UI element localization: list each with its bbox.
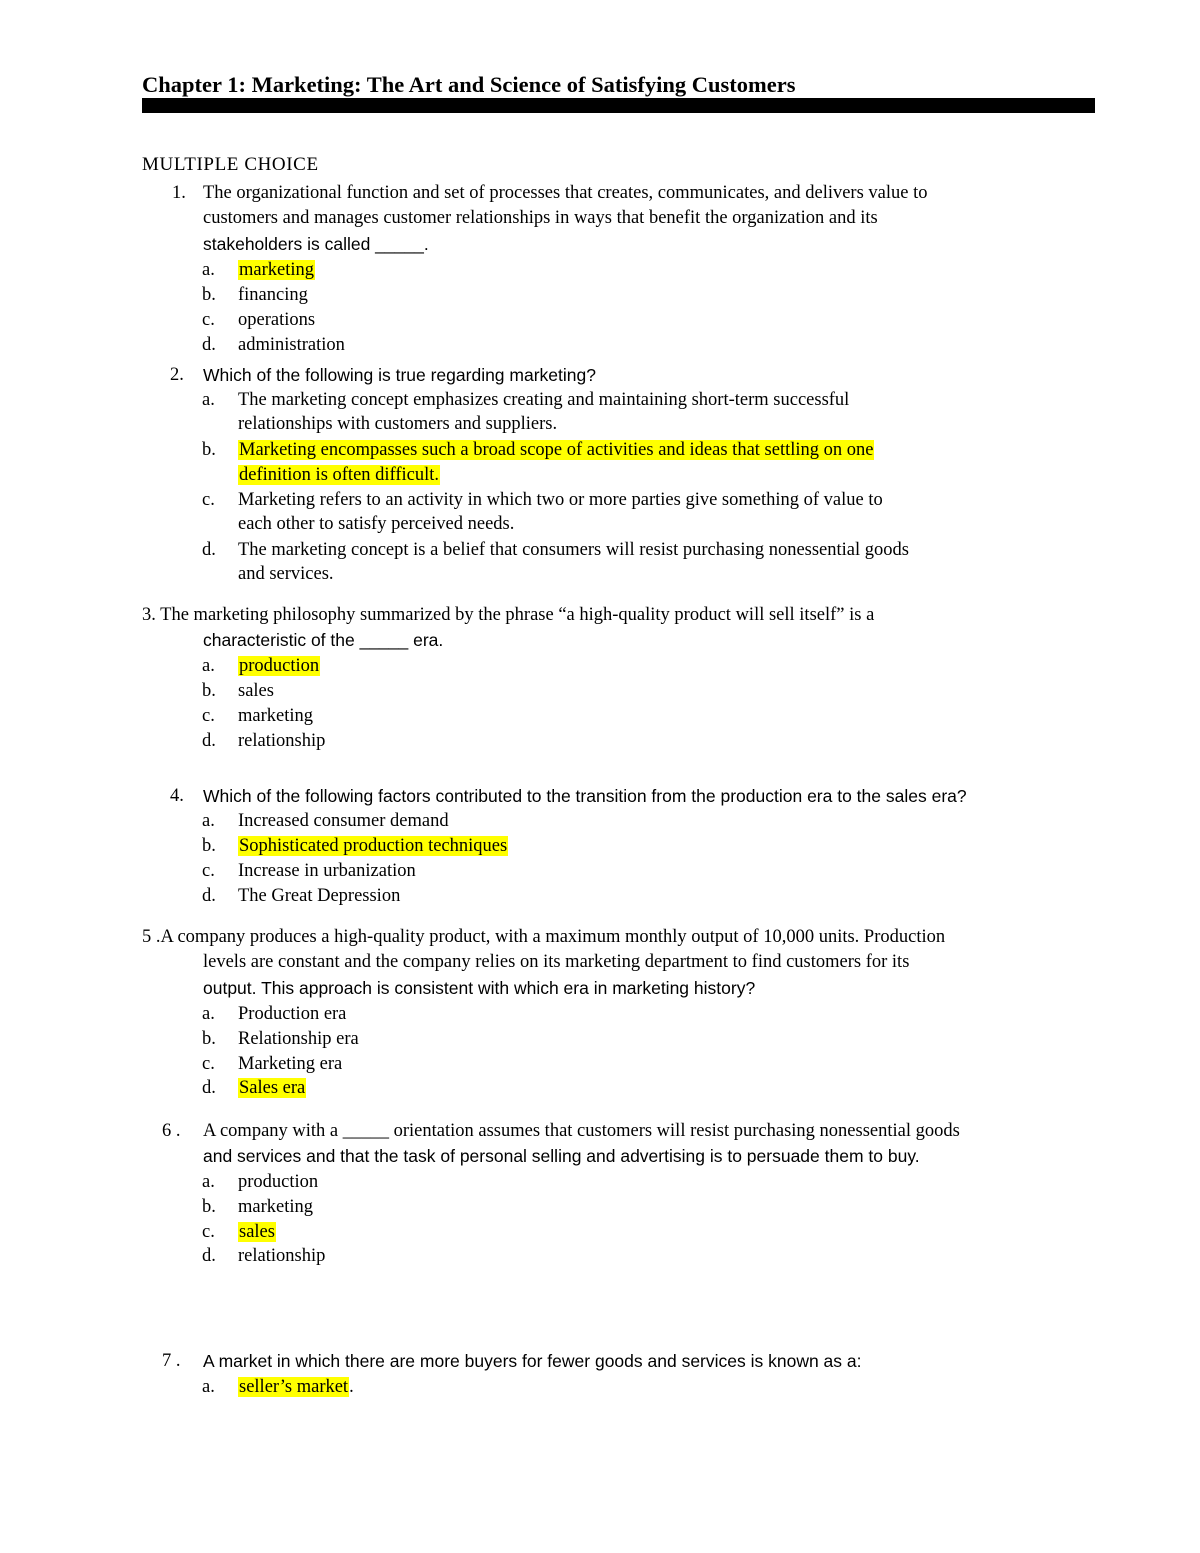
option-text [238, 1221, 276, 1243]
section-heading: MULTIPLE CHOICE [142, 154, 319, 175]
option-letter: c. [202, 490, 215, 510]
option-letter: d. [202, 1246, 216, 1266]
option-letter: c. [202, 861, 215, 881]
option-text: sales [238, 681, 274, 701]
question-text: Which of the following is true regarding marketing? [203, 365, 596, 385]
option-letter: b. [202, 440, 216, 460]
question-text: The organizational function and set of processes that creates, communicates, and delivers value to [203, 183, 928, 203]
option-text: and services. [238, 564, 334, 584]
option-letter: d. [202, 1078, 216, 1098]
option-suffix: . [349, 1377, 354, 1397]
option-text [238, 655, 320, 677]
question-text: 3. The marketing philosophy summarized by the phrase “a high-quality product will sell itself” is a [142, 605, 875, 625]
question-text: A company with a _____ orientation assumes that customers will resist purchasing nonessential goods [203, 1121, 960, 1141]
option-letter: a. [202, 1377, 215, 1397]
answer-highlight: production [239, 656, 320, 676]
option-text [238, 259, 315, 281]
option-text: Increase in urbanization [238, 861, 416, 881]
chapter-title: Chapter 1: Marketing: The Art and Science of Satisfying Customers [142, 72, 796, 97]
option-text [238, 1376, 354, 1398]
option-letter: c. [202, 310, 215, 330]
option-text: Marketing era [238, 1054, 343, 1074]
option-text: operations [238, 310, 316, 330]
option-letter: d. [202, 731, 216, 751]
question-text: characteristic of the _____ era. [203, 630, 444, 650]
option-text: production [238, 1172, 319, 1192]
option-letter: d. [202, 540, 216, 560]
answer-highlight: Sophisticated production techniques [239, 836, 508, 856]
question-text: and services and that the task of personal selling and advertising is to persuade them to buy. [203, 1146, 920, 1166]
answer-highlight: Marketing encompasses such a broad scope of activities and ideas that settling on one [239, 440, 874, 460]
option-letter: b. [202, 836, 216, 856]
option-text: financing [238, 285, 308, 305]
option-letter: d. [202, 886, 216, 906]
option-letter: a. [202, 390, 215, 410]
option-text: each other to satisfy perceived needs. [238, 514, 515, 534]
question-number: 2. [170, 365, 184, 385]
option-letter: a. [202, 656, 215, 676]
option-letter: b. [202, 681, 216, 701]
answer-highlight: definition is often difficult. [239, 465, 440, 485]
option-text: The marketing concept is a belief that consumers will resist purchasing nonessential goods [238, 540, 909, 560]
option-text [238, 439, 874, 461]
option-text: The marketing concept emphasizes creating and maintaining short-term successful [238, 390, 850, 410]
option-letter: a. [202, 1172, 215, 1192]
option-letter: b. [202, 285, 216, 305]
question-number: 6 . [162, 1121, 181, 1141]
question-text: output. This approach is consistent with which era in marketing history? [203, 978, 756, 998]
option-text: Marketing refers to an activity in which two or more parties give something of value to [238, 490, 883, 510]
answer-highlight: Sales era [239, 1078, 306, 1098]
option-text [238, 464, 440, 486]
question-number: 4. [170, 786, 184, 806]
question-number: 1. [172, 183, 186, 203]
option-text: Increased consumer demand [238, 811, 449, 831]
option-text: relationship [238, 731, 326, 751]
option-text: relationship [238, 1246, 326, 1266]
option-text: Relationship era [238, 1029, 359, 1049]
answer-highlight: sales [239, 1222, 275, 1242]
answer-highlight: seller’s market [239, 1377, 349, 1397]
option-text: The Great Depression [238, 886, 401, 906]
option-text: marketing [238, 706, 314, 726]
question-text: 5 .A company produces a high-quality product, with a maximum monthly output of 10,000 units. Production [142, 927, 946, 947]
option-text: relationships with customers and suppliers. [238, 414, 558, 434]
question-text: Which of the following factors contributed to the transition from the production era to the sales era? [203, 786, 967, 806]
option-letter: d. [202, 335, 216, 355]
option-letter: c. [202, 706, 215, 726]
option-letter: c. [202, 1054, 215, 1074]
option-letter: b. [202, 1029, 216, 1049]
option-letter: b. [202, 1197, 216, 1217]
option-text [238, 835, 508, 857]
question-text: levels are constant and the company relies on its marketing department to find customers for its [203, 952, 910, 972]
question-number: 7 . [162, 1351, 181, 1371]
option-letter: c. [202, 1222, 215, 1242]
option-text [238, 1077, 306, 1099]
option-text: administration [238, 335, 345, 355]
option-letter: a. [202, 1004, 215, 1024]
question-text: A market in which there are more buyers for fewer goods and services is known as a: [203, 1351, 862, 1371]
question-text: stakeholders is called _____. [203, 234, 429, 254]
option-letter: a. [202, 811, 215, 831]
title-rule [142, 98, 1095, 113]
answer-highlight: marketing [239, 260, 315, 280]
option-text: marketing [238, 1197, 314, 1217]
option-letter: a. [202, 260, 215, 280]
question-text: customers and manages customer relationships in ways that benefit the organization and its [203, 208, 878, 228]
option-text: Production era [238, 1004, 347, 1024]
